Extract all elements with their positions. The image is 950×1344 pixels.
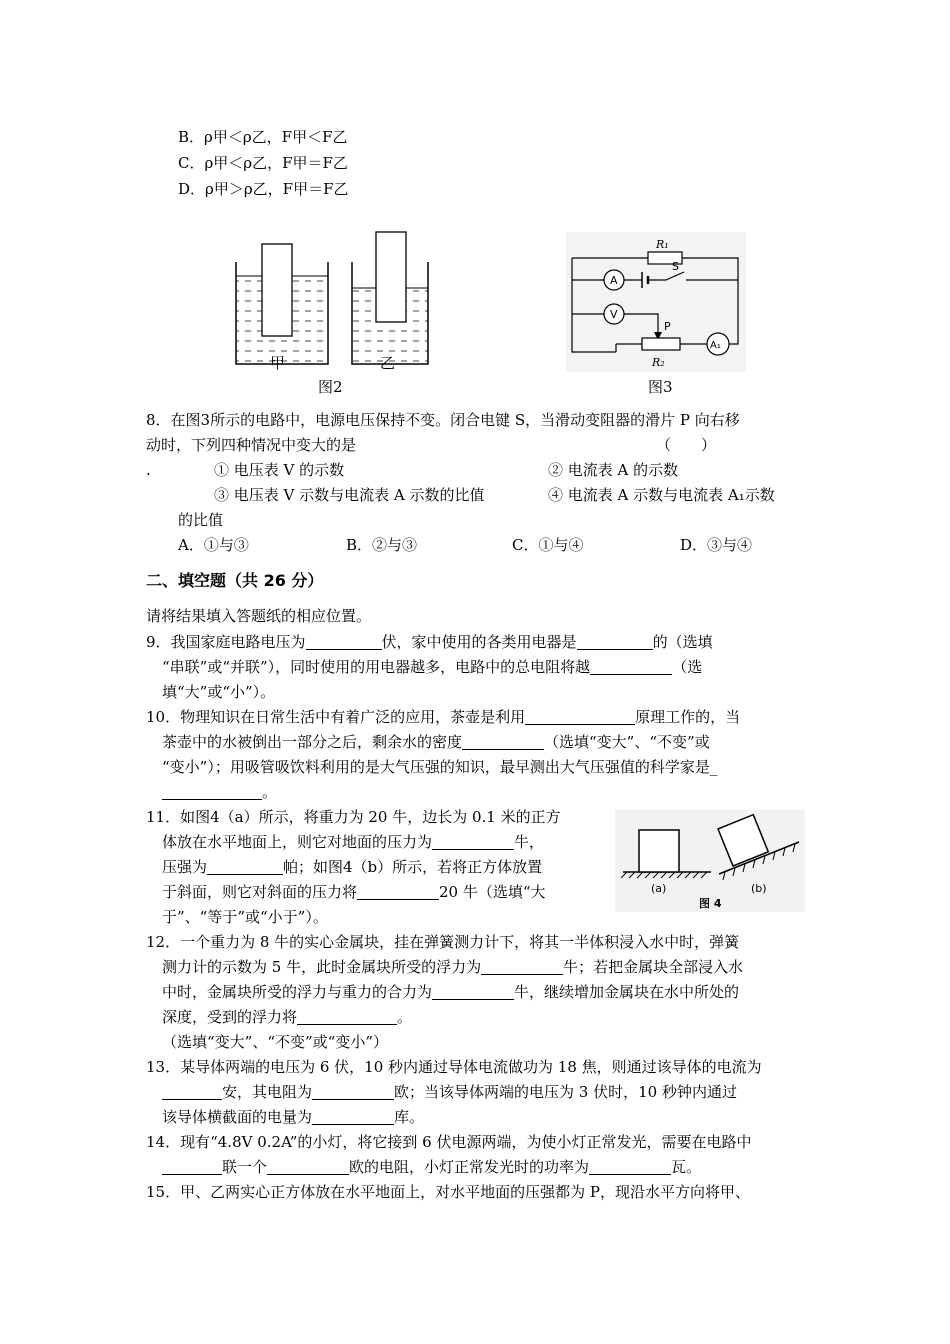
- figure-3-r1: R₁: [656, 238, 669, 251]
- q12-line1: 12．一个重力为 8 牛的实心金属块，挂在弹簧测力计下，将其一半体积浸入水中时，弹簧: [146, 933, 740, 951]
- q11-text-3b: 帕；如图4（b）所示，若将正方体放置: [283, 858, 543, 876]
- q12-text-2b: 牛；若把金属块全部浸入水: [563, 958, 744, 976]
- q8-answer-paren: （ ）: [656, 436, 717, 454]
- q9-text-1c: 的（选填: [652, 633, 713, 651]
- q14-line2: [162, 1156, 701, 1178]
- q10-text-2a: 茶壶中的水被倒出一部分之后，剩余水的密度: [162, 733, 463, 751]
- q9-text-2b: （选: [672, 658, 703, 676]
- q9-line1: [146, 631, 713, 653]
- q13-line1: 13．某导体两端的电压为 6 伏，10 秒内通过导体电流做功为 18 焦，则通过该导体的电流为: [146, 1058, 762, 1076]
- figure-3-switch-s: S: [672, 260, 679, 273]
- q12-line4: [162, 1006, 412, 1028]
- figure-4-cube: [615, 810, 805, 912]
- q11-line4: [162, 881, 546, 903]
- q12-blank-2[interactable]: [432, 983, 514, 1000]
- section-2-heading: 二、填空题（共 26 分）: [146, 571, 324, 590]
- q8-item-2: ② 电流表 A 的示数: [548, 461, 679, 479]
- q11-line5: 于”、“等于”或“小于”）。: [162, 908, 328, 926]
- figure-3-circuit: [566, 232, 746, 372]
- q9-line3: 填“大”或“小”）。: [162, 683, 276, 701]
- q12-blank-3[interactable]: [297, 1008, 397, 1025]
- q10-blank-1[interactable]: [525, 708, 635, 725]
- q11-blank-2[interactable]: [207, 858, 283, 875]
- q14-text-2b: 欧的电阻，小灯正常发光时的功率为: [349, 1158, 590, 1176]
- q14-blank-1[interactable]: [162, 1158, 222, 1175]
- q12-text-3b: 牛，继续增加金属块在水中所处的: [514, 983, 740, 1001]
- figure-4-label-b: (b): [751, 882, 767, 895]
- q10-blank-3[interactable]: [162, 783, 262, 800]
- q8-item-1: ① 电压表 V 的示数: [214, 461, 345, 479]
- section-2-instruction: 请将结果填入答题纸的相应位置。: [146, 607, 372, 625]
- q12-text-3a: 中时，金属块所受的浮力与重力的合力为: [162, 983, 433, 1001]
- figure-3-ammeter-a1: A₁: [710, 340, 721, 351]
- q14-blank-2[interactable]: [267, 1158, 349, 1175]
- q8-line2: 动时，下列四种情况中变大的是: [146, 436, 357, 454]
- q10-text-4: 。: [262, 783, 278, 801]
- q13-blank-3[interactable]: [312, 1108, 394, 1125]
- q11-blank-3[interactable]: [357, 883, 439, 900]
- q13-text-2a: 安，其电阻为: [222, 1083, 313, 1101]
- q12-text-4b: 。: [397, 1008, 413, 1026]
- figure-3-ammeter-a: A: [610, 274, 618, 287]
- q14-blank-3[interactable]: [589, 1158, 671, 1175]
- q11-text-2a: 体放在水平地面上，则它对地面的压力为: [162, 833, 433, 851]
- q8-item-4-cont: 的比值: [178, 511, 224, 529]
- q12-text-2a: 测力计的示数为 5 牛，此时金属块所受的浮力为: [162, 958, 482, 976]
- figure-2-caption: 图2: [318, 378, 343, 396]
- q13-blank-2[interactable]: [312, 1083, 394, 1100]
- figure-3-slider-p: P: [664, 320, 671, 333]
- q10-blank-2[interactable]: [462, 733, 544, 750]
- q9-blank-3[interactable]: [590, 658, 672, 675]
- q13-line3: [162, 1106, 424, 1128]
- q11-text-2b: 牛，: [514, 833, 545, 851]
- q11-line1: 11．如图4（a）所示，将重力为 20 牛，边长为 0.1 米的正方: [146, 808, 561, 826]
- q13-line2: [162, 1081, 737, 1103]
- q12-text-4a: 深度，受到的浮力将: [162, 1008, 298, 1026]
- figure-2-label-right: 乙: [380, 354, 396, 372]
- q11-text-4b: 20 牛（选填“大: [439, 883, 546, 901]
- figure-4-label-a: (a): [651, 882, 667, 895]
- figure-3-r2: R₂: [652, 356, 665, 369]
- option-b: B．ρ甲＜ρ乙，F甲＜F乙: [178, 128, 348, 146]
- q10-text-2b: （选填“变大”、“不变”或: [544, 733, 710, 751]
- option-c: C．ρ甲＜ρ乙，F甲＝F乙: [178, 154, 348, 172]
- q9-text-1b: 伏，家中使用的各类用电器是: [381, 633, 577, 651]
- q8-item-4: ④ 电流表 A 示数与电流表 A₁示数: [548, 486, 775, 504]
- q9-text-2a: “串联”或“并联”），同时使用的用电器越多，电路中的总电阻将越: [162, 658, 591, 676]
- figure-2-label-left: 甲: [270, 354, 286, 372]
- option-d: D．ρ甲＞ρ乙，F甲＝F乙: [178, 180, 349, 198]
- q11-text-4a: 于斜面，则它对斜面的压力将: [162, 883, 358, 901]
- q13-text-2b: 欧；当该导体两端的电压为 3 伏时，10 秒钟内通过: [394, 1083, 737, 1101]
- figure-2-beakers: [232, 226, 432, 376]
- q9-blank-2[interactable]: [577, 633, 653, 650]
- q14-text-2a: 联一个: [222, 1158, 268, 1176]
- q14-text-2c: 瓦。: [671, 1158, 702, 1176]
- figure-3-caption: 图3: [648, 378, 673, 396]
- q14-line1: 14．现有“4.8V 0.2A”的小灯，将它接到 6 伏电源两端，为使小灯正常发光，需要在电路中: [146, 1133, 752, 1151]
- q10-line4: [162, 781, 277, 803]
- q10-line2: [162, 731, 710, 753]
- q9-text-1a: 9．我国家庭电路电压为: [146, 633, 306, 651]
- q8-item-3: ③ 电压表 V 示数与电流表 A 示数的比值: [214, 486, 485, 504]
- q9-line2: [162, 656, 702, 678]
- q11-line2: [162, 831, 544, 853]
- q8-option-d: D．③与④: [680, 536, 753, 554]
- q11-text-3a: 压强为: [162, 858, 208, 876]
- q10-line3: “变小”）；用吸管吸饮料利用的是大气压强的知识，最早测出大气压强值的科学家是_: [162, 758, 718, 776]
- q11-blank-1[interactable]: [432, 833, 514, 850]
- q8-line1: 8．在图3所示的电路中，电源电压保持不变。闭合电键 S，当滑动变阻器的滑片 P 向右移: [146, 411, 740, 429]
- q8-option-a: A．①与③: [178, 536, 249, 554]
- q8-dot: .: [146, 461, 151, 479]
- q12-line2: [162, 956, 743, 978]
- q12-blank-1[interactable]: [481, 958, 563, 975]
- q10-text-1a: 10．物理知识在日常生活中有着广泛的应用，茶壶是利用: [146, 708, 526, 726]
- q12-line3: [162, 981, 739, 1003]
- q15-line1: 15．甲、乙两实心正方体放在水平地面上，对水平地面的压强都为 P，现沿水平方向将甲、: [146, 1183, 750, 1201]
- q11-line3: [162, 856, 542, 878]
- q13-text-3a: 该导体横截面的电量为: [162, 1108, 313, 1126]
- q10-line1: [146, 706, 740, 728]
- q9-blank-1[interactable]: [306, 633, 382, 650]
- q13-text-3b: 库。: [394, 1108, 425, 1126]
- figure-4-caption: 图 4: [699, 897, 722, 910]
- q8-option-b: B．②与③: [346, 536, 418, 554]
- q8-option-c: C．①与④: [512, 536, 584, 554]
- q13-blank-1[interactable]: [162, 1083, 222, 1100]
- q12-line5: （选填“变大”、“不变”或“变小”）: [162, 1033, 389, 1051]
- figure-3-voltmeter-v: V: [610, 308, 618, 321]
- q10-text-1b: 原理工作的，当: [635, 708, 741, 726]
